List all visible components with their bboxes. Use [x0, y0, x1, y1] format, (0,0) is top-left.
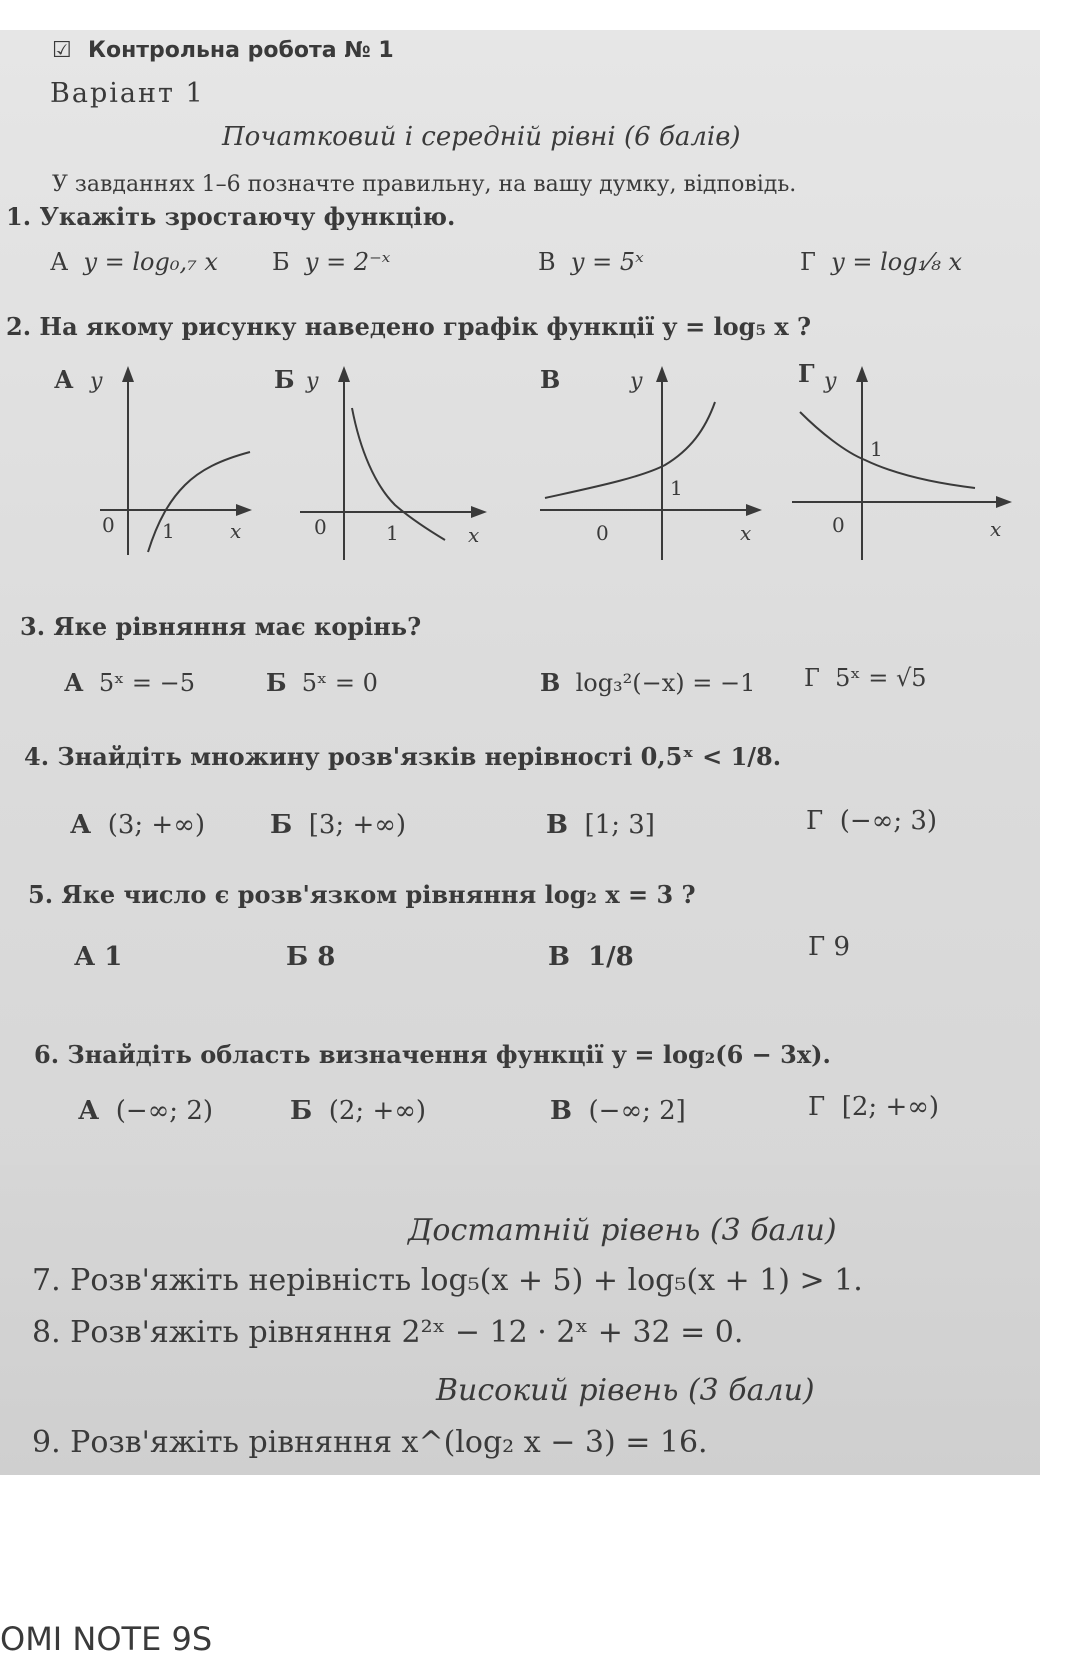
graph-a-y-arrow [122, 366, 134, 382]
graph-v [530, 360, 770, 575]
graph-g-letter: Г [798, 360, 815, 388]
graph-b [260, 360, 500, 575]
q3-option-v: В log₃²(−x) = −1 [540, 668, 756, 697]
graph-g [790, 360, 1030, 575]
q4-option-v: В [1; 3] [546, 810, 655, 840]
q6-option-v: В (−∞; 2] [550, 1096, 686, 1126]
q5-option-v: В 1/8 [548, 942, 634, 972]
graph-a-x-arrow [236, 504, 252, 516]
graph-a-y-label: y [90, 369, 103, 394]
graph-b-y-arrow [338, 366, 350, 382]
q3-option-b: Б 5ˣ = 0 [266, 668, 378, 697]
q6-option-b: Б (2; +∞) [290, 1096, 427, 1126]
graph-g-x-label: x [990, 517, 1002, 541]
graph-b-x-label: x [468, 523, 480, 547]
question-4: 4. Знайдіть множину розв'язків нерівності 0,5ˣ < 1/8. [24, 742, 782, 771]
graph-a-origin: 0 [102, 513, 115, 537]
graph-v-origin: 0 [596, 521, 609, 545]
worksheet [0, 30, 1040, 1475]
q3-option-g: Г 5ˣ = √5 [804, 664, 927, 692]
graph-b-origin: 0 [314, 515, 327, 539]
graph-v-y-arrow [656, 366, 668, 382]
test-title: Контрольна робота № 1 [88, 38, 394, 63]
worksheet-lower-part [0, 1165, 1040, 1475]
q3-option-a: А 5ˣ = −5 [64, 668, 195, 697]
question-3: 3. Яке рівняння має корінь? [20, 612, 422, 641]
section1-instruction: У завданнях 1–6 позначте правильну, на вашу думку, відповідь. [52, 172, 797, 197]
graph-v-mark: 1 [670, 476, 683, 500]
q6-option-g: Г [2; +∞) [808, 1092, 940, 1122]
graph-b-letter: Б [274, 365, 295, 394]
graph-v-letter: В [540, 365, 561, 394]
graph-a-mark: 1 [162, 519, 175, 543]
graph-b-x-arrow [471, 506, 487, 518]
graph-g-y-label: y [824, 369, 837, 394]
graph-a-x-label: x [230, 519, 242, 543]
question-9: 9. Розв'яжіть рівняння x^(log₂ x − 3) = 16. [32, 1425, 708, 1460]
graph-g-curve [800, 412, 975, 488]
q4-option-b: Б [3; +∞) [270, 810, 407, 840]
q1-option-g: Г y = log₁⁄₈ x [800, 248, 962, 276]
graph-v-curve [545, 402, 715, 498]
graph-g-origin: 0 [832, 513, 845, 537]
section1-heading: Початковий і середній рівні (6 балів) [222, 122, 741, 152]
graph-v-x-label: x [740, 521, 752, 545]
q5-option-g: Г 9 [808, 932, 851, 962]
q5-option-b: Б 8 [286, 942, 336, 972]
question-5: 5. Яке число є розв'язком рівняння log₂ x = 3 ? [28, 880, 696, 909]
section3-heading: Високий рівень (3 бали) [436, 1373, 815, 1408]
q1-option-a: А y = log₀,₇ x [50, 248, 218, 276]
question-6: 6. Знайдіть область визначення функції y = log₂(6 − 3x). [34, 1040, 831, 1069]
variant-label: Варіант 1 [50, 78, 205, 109]
checkbox-icon: ☑ [52, 38, 72, 63]
worksheet-upper-part [0, 30, 1040, 1165]
graph-v-y-label: y [630, 369, 643, 394]
q1-option-b: Б y = 2⁻ˣ [272, 248, 391, 276]
section2-heading: Достатній рівень (3 бали) [408, 1213, 837, 1248]
graph-b-y-label: y [306, 369, 319, 394]
question-1: 1. Укажіть зростаючу функцію. [6, 202, 456, 231]
graph-g-y-arrow [856, 366, 868, 382]
q4-option-a: А (3; +∞) [70, 810, 206, 840]
graph-v-x-arrow [746, 504, 762, 516]
question-8: 8. Розв'яжіть рівняння 2²ˣ − 12 · 2ˣ + 32 = 0. [32, 1315, 744, 1350]
graph-b-mark: 1 [386, 521, 399, 545]
q5-option-a: А 1 [74, 942, 123, 972]
graph-a-letter: А [54, 365, 74, 394]
q1-option-v: В y = 5ˣ [538, 248, 644, 276]
question-7: 7. Розв'яжіть нерівність log₅(x + 5) + log₅(x + 1) > 1. [32, 1263, 863, 1298]
q4-option-g: Г (−∞; 3) [806, 806, 938, 836]
q6-option-a: А (−∞; 2) [78, 1096, 214, 1126]
graph-g-x-arrow [996, 496, 1012, 508]
graph-a [40, 360, 270, 575]
question-2: 2. На якому рисунку наведено графік функції y = log₅ x ? [6, 312, 812, 341]
graph-g-mark: 1 [870, 437, 883, 461]
camera-watermark: OMI NOTE 9S [0, 1620, 213, 1658]
